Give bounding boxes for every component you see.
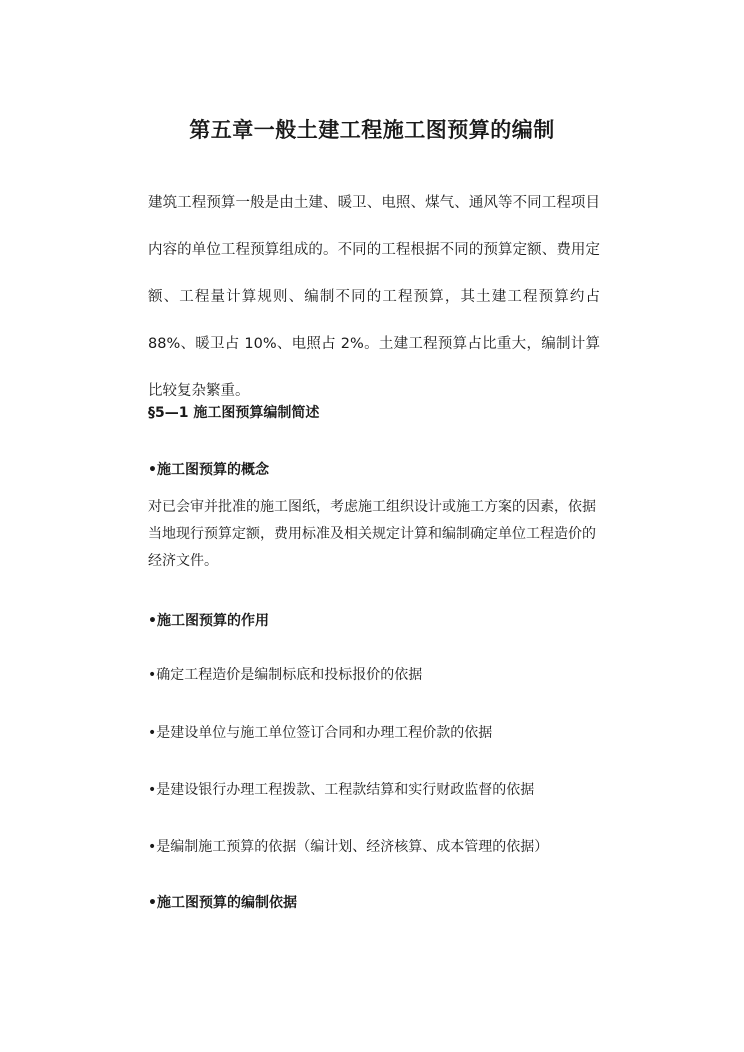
intro-paragraph: 建筑工程预算一般是由土建、暖卫、电照、煤气、通风等不同工程项目内容的单位工程预算组成的。不同的工程根据不同的预算定额、费用定额、工程量计算规则、编制不同的工程预算，其土建工程预算约占 88%、暖卫占 10%、电照占 2%。土建工程预算占比重大，编制计算比较复杂繁重。 [148, 195, 600, 399]
concept-heading: •施工图预算的概念 [148, 462, 269, 478]
basis-heading: •施工图预算的编制依据 [148, 895, 297, 911]
role-heading: •施工图预算的作用 [148, 613, 269, 629]
role-item-4: •是编制施工预算的依据（编计划、经济核算、成本管理的依据） [148, 839, 549, 855]
role-item-1: •确定工程造价是编制标底和投标报价的依据 [148, 667, 423, 683]
chapter-title: 第五章一般土建工程施工图预算的编制 [189, 118, 555, 142]
role-item-3: •是建设银行办理工程拨款、工程款结算和实行财政监督的依据 [148, 782, 535, 798]
role-item-2: •是建设单位与施工单位签订合同和办理工程价款的依据 [148, 725, 493, 741]
concept-paragraph: 对已会审并批准的施工图纸，考虑施工组织设计或施工方案的因素，依据当地现行预算定额，费用标准及相关规定计算和编制确定单位工程造价的经济文件。 [148, 499, 596, 569]
section-heading: §5—1 施工图预算编制简述 [148, 405, 320, 421]
